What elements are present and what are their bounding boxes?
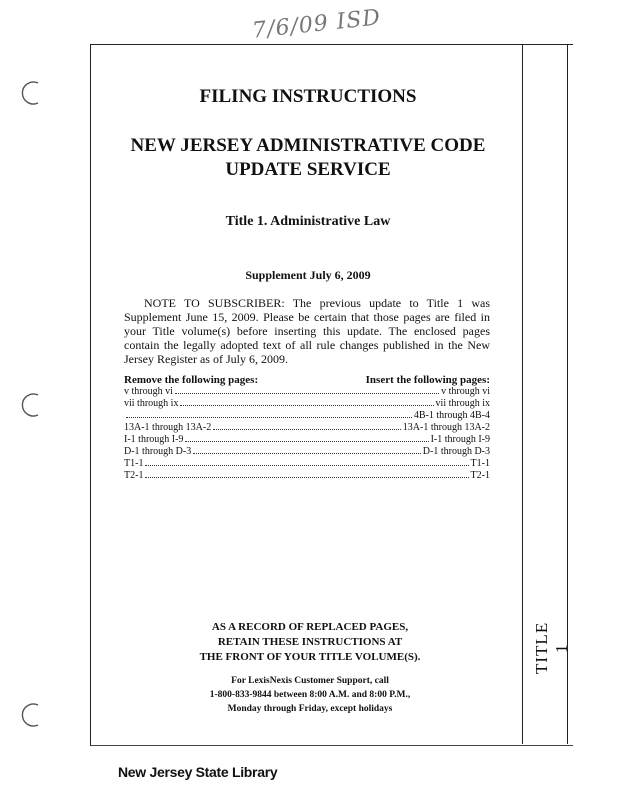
remove-cell: T2-1 [124,470,144,481]
remove-cell: D-1 through D-3 [124,446,192,457]
insert-cell: 4B-1 through 4B-4 [413,410,490,421]
record-line-1: AS A RECORD OF REPLACED PAGES, [211,621,409,633]
insert-cell: D-1 through D-3 [422,446,490,457]
dot-leader [175,386,439,394]
remove-cell: vii through ix [124,398,179,409]
table-row [124,446,490,458]
support-line-2: 1-800-833-9844 between 8:00 A.M. and 8:00 P.M., [209,690,411,700]
binder-hole-icon [18,392,44,418]
binder-hole-icon [18,80,44,106]
dot-leader [180,398,433,406]
handwritten-note: 7/6/09 ISD [251,5,383,44]
dot-leader [193,446,421,454]
remove-cell: T1-1 [124,458,144,469]
dot-leader [185,434,428,442]
binder-hole-icon [18,702,44,728]
dot-leader [145,458,468,466]
table-row [124,470,490,482]
table-row [124,398,490,410]
record-line-2: RETAIN THESE INSTRUCTIONS AT [217,636,403,648]
table-row [124,386,490,398]
remove-cell: I-1 through I-9 [124,434,184,445]
insert-cell: I-1 through I-9 [430,434,490,445]
table-row [124,458,490,470]
supplement-date: Supplement July 6, 2009 [245,268,371,282]
insert-cell: T1-1 [470,458,490,469]
subscriber-note: NOTE TO SUBSCRIBER: The previous update to Title 1 was Supplement June 15, 2009. Please be certain that those pages are filed in your Title volume(s) before inserting this update. The enclosed pages contain the legally adopted text of all rule changes published in the New Jersey Register as of July 6, 2009. [124,296,490,366]
code-title-line-2: UPDATE SERVICE [225,159,391,180]
table-row [124,422,490,434]
remove-header: Remove the following pages: [124,374,259,386]
title-subject: Title 1. Administrative Law [225,214,391,229]
table-row [124,434,490,446]
remove-cell: 13A-1 through 13A-2 [124,422,212,433]
insert-header: Insert the following pages: [365,374,490,386]
table-header [124,374,490,386]
filing-instructions-heading: FILING INSTRUCTIONS [199,86,417,107]
record-notice [150,620,470,665]
insert-cell: v through vi [441,386,490,397]
support-line-1: For LexisNexis Customer Support, call [231,676,389,686]
support-line-3: Monday through Friday, except holidays [227,704,393,714]
library-stamp: New Jersey State Library [118,764,278,780]
dot-leader [145,470,468,478]
insert-cell: 13A-1 through 13A-2 [402,422,490,433]
code-title [110,134,506,182]
page-replacement-table [124,374,490,482]
insert-cell: vii through ix [435,398,490,409]
insert-cell: T2-1 [470,470,490,481]
table-row [124,410,490,422]
code-title-line-1: NEW JERSEY ADMINISTRATIVE CODE [130,135,486,156]
title-tab-label: TITLE 1 [532,621,571,675]
dot-leader [213,422,401,430]
remove-cell: v through vi [124,386,173,397]
dot-leader [126,410,412,418]
record-line-3: THE FRONT OF YOUR TITLE VOLUME(S). [199,651,421,663]
customer-support [150,674,470,716]
